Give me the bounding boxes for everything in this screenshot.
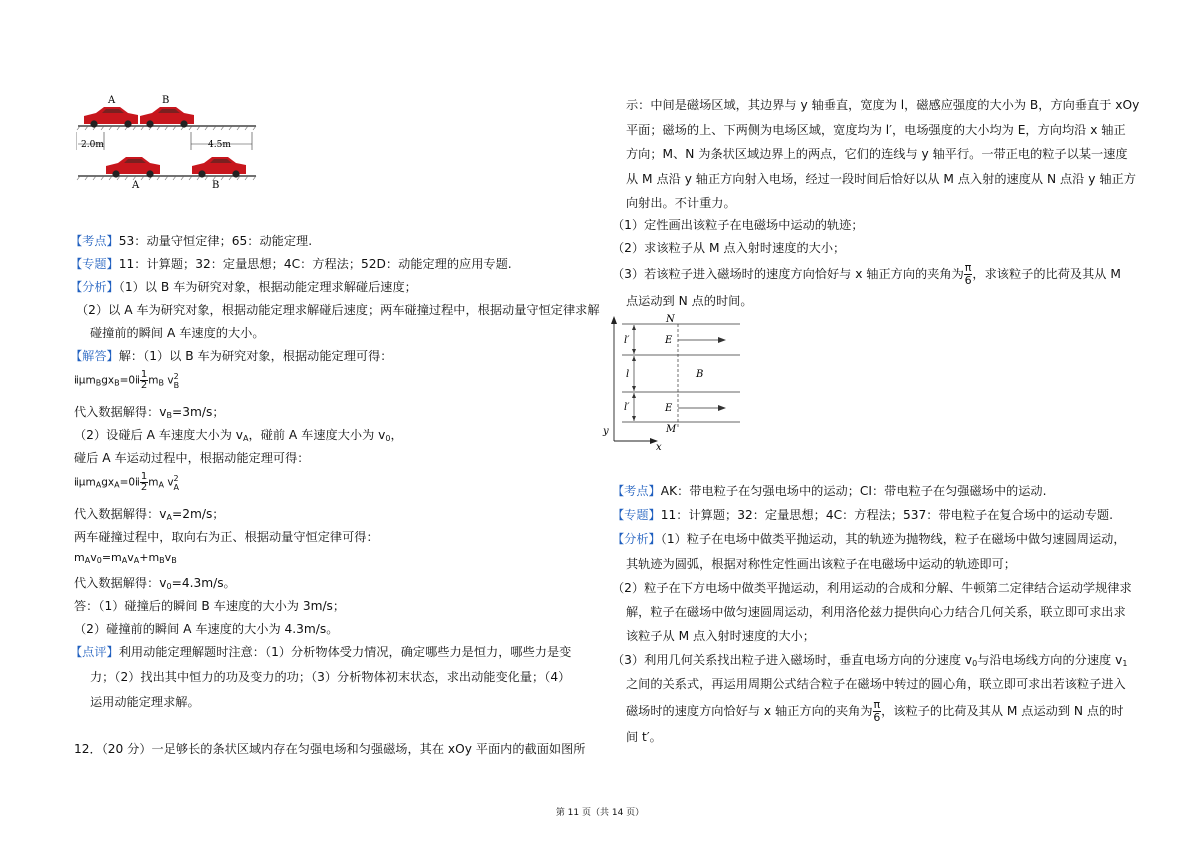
- label-m: M: [666, 424, 677, 435]
- label-a-bottom: A: [132, 180, 140, 188]
- zhuanti-tag: 【专题】: [70, 257, 119, 271]
- label-l: l: [626, 369, 630, 380]
- r-fenxi-tag: 【分析】: [612, 532, 661, 546]
- kaodian-line: [70, 232, 312, 249]
- v0-result: 代入数据解得：$v_0=4.3m/s$。: [74, 576, 236, 591]
- label-a-top: A: [108, 95, 116, 106]
- car-b-top: [140, 107, 194, 128]
- label-b-field: B: [696, 369, 704, 380]
- r-kaodian-tag: 【考点】: [612, 484, 661, 498]
- momentum-line: 两车碰撞过程中，取向右为正、根据动量守恒定律可得：: [74, 530, 379, 544]
- fenxi-2b: 碰撞前的瞬间 A 车速度的大小。: [90, 326, 265, 340]
- zhuanti-line: [70, 255, 512, 272]
- r-fenxi-3b: 之间的关系式，再运用周期公式结合粒子在磁场中转过的圆心角，联立即可求出若该粒子进入: [626, 677, 1126, 691]
- va-result: 代入数据解得：$v_A=2m/s$；: [74, 507, 225, 522]
- r-zhuanti-text: 11：计算题；32：定量思想；4C：方程法；537：带电粒子在复合场中的运动专题.: [660, 508, 1113, 522]
- kaodian-text: 53：动量守恒定律；65：动能定理.: [118, 234, 313, 248]
- label-l-prime-bottom: l′: [624, 402, 630, 413]
- sub-question-3: （3）若该粒子进入磁场时的速度方向恰好与 x 轴正方向的夹角为 $\frac{\pi}{6}$ ，求该粒子的比荷及其从 M: [612, 261, 1121, 287]
- r-kaodian-line: [612, 482, 1047, 499]
- sub-question-1: （1）定性画出该粒子在电磁场中运动的轨迹；: [612, 218, 864, 232]
- r-fenxi-3d: 间 t′。: [626, 730, 662, 744]
- equation-3: $m_Av_0=m_Av_A+m_Bv_B$: [74, 551, 177, 565]
- fenxi-line: [70, 278, 417, 295]
- r-zhuanti-tag: 【专题】: [612, 508, 661, 522]
- r-fenxi-2: （2）粒子在下方电场中做类平抛运动，利用运动的合成和分解、牛顿第二定律结合运动学规律求: [612, 581, 1132, 595]
- label-e-bottom: E: [665, 403, 673, 414]
- q12-para-3: 方向；M、N 为条状区域边界上的两点，它们的连线与 y 轴平行。一带正电的粒子以某一速度: [626, 147, 1128, 161]
- question-12: 12．（20 分）一足够长的条状区域内存在匀强电场和匀强磁场，其在 xOy 平面内的截面如图所: [74, 742, 586, 756]
- r-fenxi-3c: 磁场时的速度方向恰好与 x 轴正方向的夹角为 $\frac{\pi}{6}$ ，该粒子的比荷及其从 M 点运动到 N 点的时: [626, 698, 1124, 724]
- car-collision-figure: [76, 92, 261, 188]
- label-b-top: B: [162, 95, 170, 106]
- r-zhuanti-line: [612, 506, 1113, 523]
- label-e-top: E: [665, 335, 673, 346]
- page-footer: 第 11 页（共 14 页）: [555, 808, 645, 818]
- label-x: x: [656, 442, 662, 453]
- fenxi-tag: 【分析】: [70, 280, 119, 294]
- r-fenxi-line: [612, 530, 1126, 547]
- sub-question-3b: 点运动到 N 点的时间。: [626, 294, 753, 308]
- dianping-1: 利用动能定理解题时注意：（1）分析物体受力情况，确定哪些力是恒力，哪些力是变: [118, 645, 572, 659]
- q12-para-5: 向射出。不计重力。: [626, 196, 736, 210]
- r-fenxi-2c: 该粒子从 M 点入射时速度的大小；: [626, 629, 815, 643]
- fenxi-2: （2）以 A 车为研究对象，根据动能定理求解碰后速度；两车碰撞过程中，根据动量守恒定律求解: [76, 303, 600, 317]
- q12-para-1: 示：中间是磁场区域，其边界与 y 轴垂直，宽度为 l，磁感应强度的大小为 B，方向垂直于 xOy: [626, 98, 1140, 112]
- equation-1: $ⅱ\mu m_Bgx_B=0ⅱ$ $\frac{1}{2}$ $m_B$ v 2 B: [74, 369, 180, 391]
- dianping-3: 运用动能定理求解。: [90, 695, 200, 709]
- car-a-bottom: [106, 157, 160, 178]
- dist-2-0m: 2.0m: [81, 140, 104, 150]
- jieda-line: [70, 347, 392, 364]
- field-diagram: [600, 310, 750, 454]
- vb-result: 代入数据解得：$v_B=3m/s$；: [74, 405, 225, 420]
- label-b-bottom: B: [212, 180, 220, 188]
- q12-para-2: 平面；磁场的上、下两侧为电场区域，宽度均为 l′，电场强度的大小均为 E，方向均沿 x 轴正: [626, 123, 1126, 137]
- jieda-text: 解：（1）以 B 车为研究对象，根据动能定理可得：: [118, 349, 393, 363]
- jieda-tag: 【解答】: [70, 349, 119, 363]
- fenxi-1: （1）以 B 车为研究对象，根据动能定理求解碰后速度；: [118, 280, 417, 294]
- zhuanti-text: 11：计算题；32：定量思想；4C：方程法；52D：动能定理的应用专题.: [118, 257, 512, 271]
- dist-4-5m: 4.5m: [208, 140, 231, 150]
- r-fenxi-1b: 其轨迹为圆弧，根据对称性定性画出该粒子在电磁场中运动的轨迹即可；: [626, 557, 1016, 571]
- r-fenxi-2b: 解，粒子在磁场中做匀速圆周运动，利用洛伦兹力提供向心力结合几何关系，联立即可求出求: [626, 605, 1126, 619]
- answer-1: 答：（1）碰撞后的瞬间 B 车速度的大小为 3m/s；: [74, 599, 346, 613]
- dianping-tag: 【点评】: [70, 645, 119, 659]
- car-b-bottom: [192, 157, 246, 178]
- dianping-2: 力；（2）找出其中恒力的功及变力的功；（3）分析物体初末状态，求出动能变化量；（4）: [90, 670, 571, 684]
- car-a-top: [84, 107, 138, 128]
- r-kaodian-text: AK：带电粒子在匀强电场中的运动；CI：带电粒子在匀强磁场中的运动.: [660, 484, 1047, 498]
- r-fenxi-1: （1）粒子在电场中做类平抛运动，其的轨迹为抛物线，粒子在磁场中做匀速圆周运动，: [660, 532, 1126, 546]
- label-l-prime-top: l′: [624, 335, 630, 346]
- set-velocity-line: （2）设碰后 A 车速度大小为 $v_A$，碰前 A 车速度大小为 $v_0$，: [74, 428, 403, 443]
- r-fenxi-3: （3）利用几何关系找出粒子进入磁场时，垂直电场方向的分速度 $v_0$与沿电场线方向的分速度 $v_1$: [612, 653, 1128, 668]
- after-collision-line: 碰后 A 车运动过程中，根据动能定理可得：: [74, 451, 310, 465]
- sub-question-2: （2）求该粒子从 M 点入射时速度的大小；: [612, 241, 846, 255]
- q12-para-4: 从 M 点沿 y 轴正方向射入电场，经过一段时间后恰好以从 M 点入射的速度从 N 点沿 y 轴正方: [626, 172, 1136, 186]
- label-y: y: [603, 426, 609, 437]
- kaodian-tag: 【考点】: [70, 234, 119, 248]
- dianping-line: [70, 643, 571, 660]
- answer-2: （2）碰撞前的瞬间 A 车速度的大小为 4.3m/s。: [74, 622, 339, 636]
- equation-2: $ⅱ\mu m_Agx_A=0ⅱ$ $\frac{1}{2}$ $m_A$ v 2 A: [74, 471, 180, 493]
- label-n: N: [666, 314, 675, 325]
